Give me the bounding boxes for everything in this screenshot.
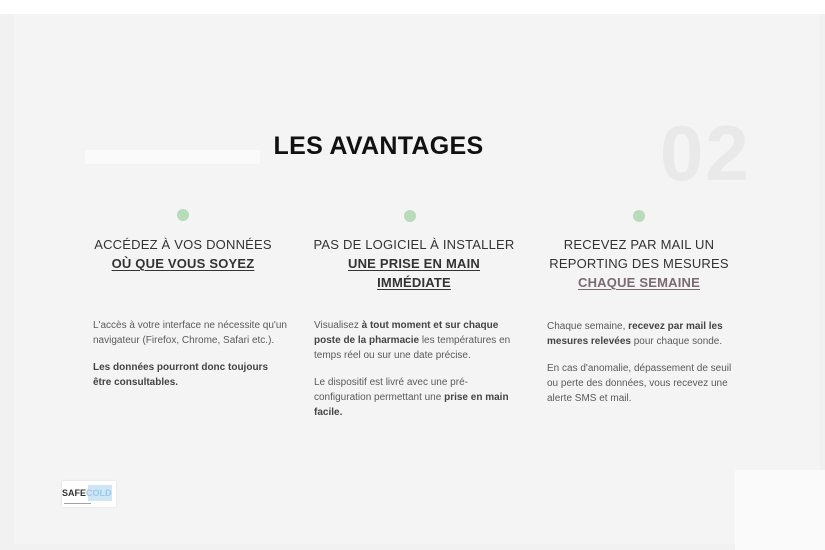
body-paragraph: Chaque semaine, recevez par mail les mesures relevées pour chaque sonde. xyxy=(547,321,723,347)
heading-line: REPORTING DES MESURES xyxy=(549,256,729,271)
heading-highlight: CHAQUE SEMAINE xyxy=(578,275,700,290)
body-paragraph: En cas d'anomalie, dépassement de seuil ou perte des données, vous recevez une alerte SMS et mail. xyxy=(547,363,732,404)
column-body-1 xyxy=(93,318,288,402)
advantage-column-2 xyxy=(294,235,534,292)
scan-corner xyxy=(735,470,825,550)
heading-line: RECEVEZ PAR MAIL UN xyxy=(563,237,715,252)
advantage-column-1 xyxy=(63,235,303,273)
body-paragraph: Le dispositif est livré avec une pré-configuration permettant une prise en main facile. xyxy=(314,377,509,418)
column-body-3 xyxy=(547,319,742,418)
bullet-dot-icon xyxy=(404,210,416,222)
heading-highlight: UNE PRISE EN MAIN xyxy=(348,256,480,271)
page-title: LES AVANTAGES xyxy=(273,132,484,160)
bullet-dot-icon xyxy=(633,210,645,222)
heading-highlight: OÙ QUE VOUS SOYEZ xyxy=(111,256,255,271)
bullet-dot-icon xyxy=(177,209,189,221)
body-paragraph: L'accès à votre interface ne nécessite qu'un navigateur (Firefox, Chrome, Safari etc.). xyxy=(93,320,287,346)
top-band xyxy=(0,0,825,14)
heading-line: PAS DE LOGICIEL À INSTALLER xyxy=(313,237,515,252)
section-number-watermark: 02 xyxy=(660,109,751,197)
body-paragraph: Visualisez à tout moment et sur chaque poste de la pharmacie les températures en temps réel ou sur une date précise. xyxy=(314,320,511,361)
column-heading xyxy=(519,235,759,292)
safecold-logo: SAFECOLD ▬▬▬▬▬▬▬▬▬ xyxy=(62,481,116,507)
column-heading xyxy=(63,235,303,273)
body-bold-paragraph: Les données pourront donc toujours être consultables. xyxy=(93,362,268,388)
column-heading xyxy=(294,235,534,292)
heading-highlight: IMMÉDIATE xyxy=(377,275,451,290)
column-body-2 xyxy=(314,318,514,432)
logo-text: SAFECOLD xyxy=(62,488,112,498)
heading-line: ACCÉDEZ À VOS DONNÉES xyxy=(94,237,272,252)
advantage-column-3 xyxy=(519,235,759,292)
